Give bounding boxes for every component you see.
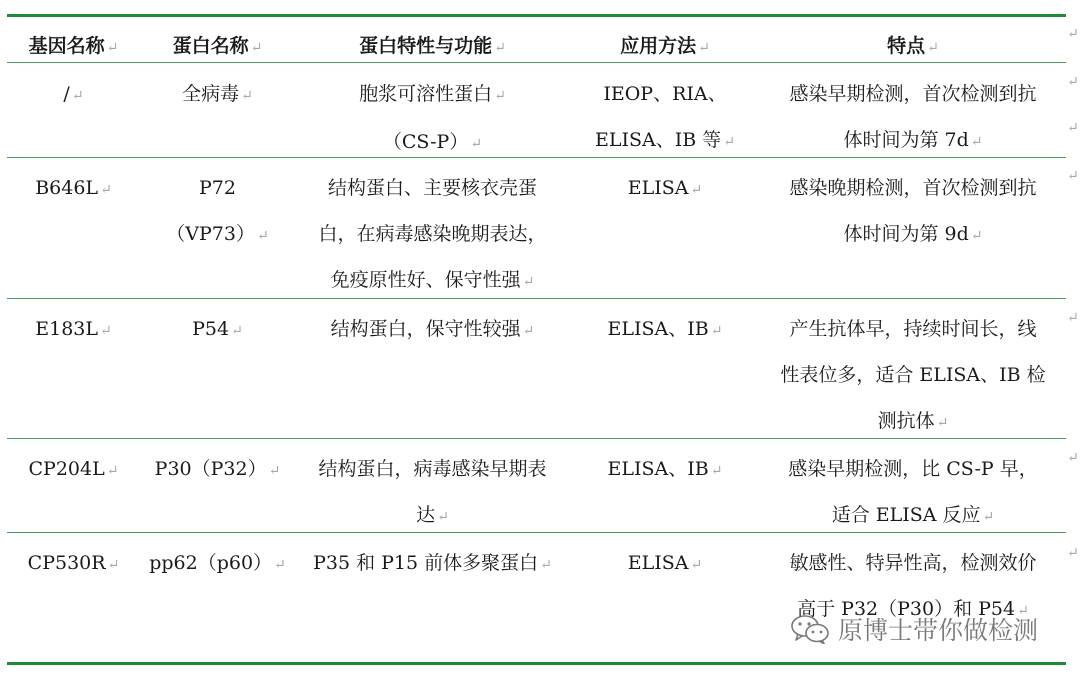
row-4-feature: 感染早期检测，比 CS-P 早， 适合 ELISA 反应 ↵ — [788, 458, 1038, 526]
side-paragraph-mark: ↵ — [1067, 74, 1079, 90]
row-4-method: ELISA、IB ↵ — [607, 458, 723, 480]
row-2-protein: P72 （VP73） ↵ — [166, 177, 269, 245]
row-4-gene: CP204L ↵ — [28, 458, 119, 480]
row-4-function: 结构蛋白，病毒感染早期表 达 ↵ — [318, 458, 547, 526]
watermark — [790, 614, 1038, 644]
row-1-gene: / ↵ — [63, 83, 84, 105]
row-1-function: 胞浆可溶性蛋白 ↵ （CS-P） ↵ — [359, 83, 506, 153]
row-3-feature: 产生抗体早，持续时间长，线 性表位多，适合 ELISA、IB 检 测抗体 ↵ — [780, 318, 1046, 432]
header-function: 蛋白特性与功能 ↵ — [359, 35, 506, 57]
top-rule — [7, 14, 1066, 17]
row-3-gene: E183L ↵ — [35, 318, 112, 340]
row-5-gene: CP530R ↵ — [27, 552, 120, 574]
side-paragraph-mark: ↵ — [1067, 545, 1079, 561]
row-1-protein: 全病毒 ↵ — [182, 83, 253, 105]
header-protein: 蛋白名称 ↵ — [172, 35, 263, 57]
side-paragraph-mark: ↵ — [1067, 450, 1079, 466]
header-method: 应用方法 ↵ — [620, 35, 710, 57]
bottom-rule — [7, 662, 1066, 665]
header-rule — [7, 62, 1066, 63]
row-3-method: ELISA、IB ↵ — [607, 318, 723, 340]
header-gene: 基因名称 ↵ — [28, 35, 119, 57]
row-3-protein: P54 ↵ — [192, 318, 243, 340]
side-paragraph-mark: ↵ — [1067, 310, 1079, 326]
row-5-feature: 敏感性、特异性高，检测效价 高于 P32（P30）和 P54 ↵ — [789, 552, 1037, 620]
row-2-feature: 感染晚期检测，首次检测到抗 体时间为第 9d ↵ — [789, 177, 1037, 245]
row-4-protein: P30（P32） ↵ — [154, 458, 281, 480]
row-3-function: 结构蛋白，保守性较强 ↵ — [330, 318, 535, 340]
side-paragraph-mark: ↵ — [1067, 26, 1079, 42]
wechat-icon — [790, 614, 830, 644]
row-1-feature: 感染早期检测，首次检测到抗 体时间为第 7d ↵ — [789, 83, 1037, 151]
header-feature: 特点 ↵ — [887, 35, 939, 57]
row-2-function: 结构蛋白、主要核衣壳蛋 白，在病毒感染晚期表达， 免疫原性好、保守性强 ↵ — [318, 177, 547, 291]
row-5-method: ELISA ↵ — [627, 552, 703, 574]
side-paragraph-mark: ↵ — [1067, 120, 1079, 136]
row-5-protein: pp62（p60） ↵ — [149, 552, 286, 574]
side-paragraph-mark: ↵ — [1067, 168, 1079, 184]
row-5-function: P35 和 P15 前体多聚蛋白 ↵ — [313, 552, 552, 574]
row-2-gene: B646L ↵ — [35, 177, 112, 199]
watermark-text: 原博士带你做检测 — [838, 616, 1039, 645]
row-2-method: ELISA ↵ — [627, 177, 703, 199]
row-1-method: IEOP、RIA、 ELISA、IB 等 ↵ — [595, 83, 735, 151]
